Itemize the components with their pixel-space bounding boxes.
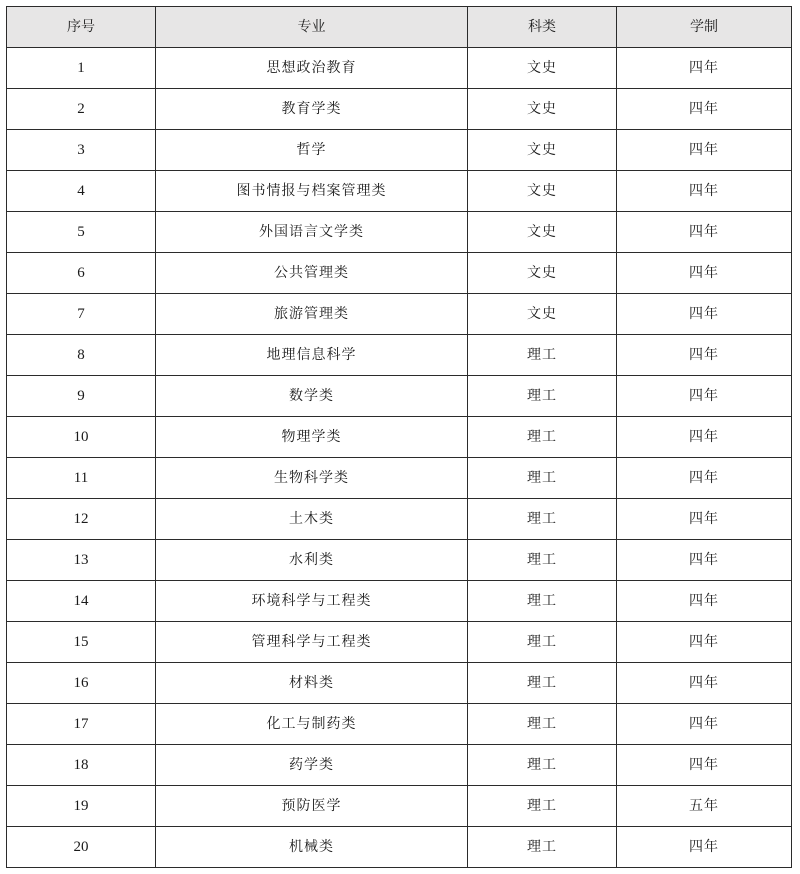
header-major: 专业 [156, 7, 468, 48]
cell-major: 思想政治教育 [156, 48, 468, 89]
cell-category: 理工 [468, 458, 617, 499]
cell-major: 土木类 [156, 499, 468, 540]
cell-index: 20 [7, 827, 156, 868]
cell-duration: 四年 [617, 499, 792, 540]
header-category: 科类 [468, 7, 617, 48]
cell-category: 理工 [468, 499, 617, 540]
table-row [7, 253, 792, 294]
cell-category: 文史 [468, 253, 617, 294]
cell-major: 化工与制药类 [156, 704, 468, 745]
cell-category: 理工 [468, 335, 617, 376]
table-row [7, 827, 792, 868]
table-row [7, 581, 792, 622]
cell-index: 9 [7, 376, 156, 417]
cell-duration: 四年 [617, 253, 792, 294]
cell-major: 药学类 [156, 745, 468, 786]
cell-duration: 四年 [617, 622, 792, 663]
majors-table [6, 6, 792, 868]
cell-duration: 四年 [617, 827, 792, 868]
cell-index: 3 [7, 130, 156, 171]
cell-index: 15 [7, 622, 156, 663]
table-row [7, 540, 792, 581]
cell-major: 地理信息科学 [156, 335, 468, 376]
cell-major: 图书情报与档案管理类 [156, 171, 468, 212]
cell-duration: 四年 [617, 171, 792, 212]
cell-index: 14 [7, 581, 156, 622]
cell-major: 外国语言文学类 [156, 212, 468, 253]
header-index: 序号 [7, 7, 156, 48]
table-header-row [7, 7, 792, 48]
cell-category: 理工 [468, 786, 617, 827]
cell-category: 文史 [468, 130, 617, 171]
cell-category: 理工 [468, 581, 617, 622]
cell-duration: 四年 [617, 745, 792, 786]
cell-index: 12 [7, 499, 156, 540]
cell-major: 数学类 [156, 376, 468, 417]
cell-duration: 四年 [617, 130, 792, 171]
cell-category: 文史 [468, 171, 617, 212]
cell-duration: 五年 [617, 786, 792, 827]
cell-category: 理工 [468, 622, 617, 663]
table-row [7, 499, 792, 540]
cell-category: 理工 [468, 540, 617, 581]
cell-index: 18 [7, 745, 156, 786]
table-row [7, 335, 792, 376]
cell-index: 17 [7, 704, 156, 745]
cell-duration: 四年 [617, 540, 792, 581]
table-row [7, 745, 792, 786]
table-row [7, 458, 792, 499]
cell-index: 6 [7, 253, 156, 294]
cell-duration: 四年 [617, 48, 792, 89]
table-row [7, 130, 792, 171]
table-row [7, 622, 792, 663]
table-row [7, 48, 792, 89]
cell-major: 公共管理类 [156, 253, 468, 294]
cell-major: 哲学 [156, 130, 468, 171]
header-duration: 学制 [617, 7, 792, 48]
cell-duration: 四年 [617, 335, 792, 376]
cell-category: 理工 [468, 827, 617, 868]
cell-index: 19 [7, 786, 156, 827]
table-row [7, 786, 792, 827]
table-row [7, 171, 792, 212]
cell-major: 生物科学类 [156, 458, 468, 499]
cell-category: 文史 [468, 212, 617, 253]
cell-duration: 四年 [617, 458, 792, 499]
cell-duration: 四年 [617, 704, 792, 745]
cell-duration: 四年 [617, 417, 792, 458]
cell-index: 13 [7, 540, 156, 581]
cell-index: 7 [7, 294, 156, 335]
cell-major: 预防医学 [156, 786, 468, 827]
cell-category: 理工 [468, 376, 617, 417]
cell-major: 管理科学与工程类 [156, 622, 468, 663]
cell-category: 理工 [468, 704, 617, 745]
cell-index: 5 [7, 212, 156, 253]
cell-major: 物理学类 [156, 417, 468, 458]
table-row [7, 294, 792, 335]
table-body [7, 48, 792, 868]
cell-duration: 四年 [617, 89, 792, 130]
cell-category: 文史 [468, 294, 617, 335]
table-row [7, 376, 792, 417]
cell-major: 环境科学与工程类 [156, 581, 468, 622]
table-row [7, 212, 792, 253]
cell-duration: 四年 [617, 376, 792, 417]
cell-duration: 四年 [617, 294, 792, 335]
cell-major: 旅游管理类 [156, 294, 468, 335]
table-row [7, 663, 792, 704]
cell-major: 材料类 [156, 663, 468, 704]
table-row [7, 89, 792, 130]
cell-duration: 四年 [617, 663, 792, 704]
cell-major: 教育学类 [156, 89, 468, 130]
cell-index: 2 [7, 89, 156, 130]
cell-index: 16 [7, 663, 156, 704]
cell-category: 理工 [468, 417, 617, 458]
cell-major: 水利类 [156, 540, 468, 581]
cell-index: 1 [7, 48, 156, 89]
cell-category: 文史 [468, 48, 617, 89]
cell-major: 机械类 [156, 827, 468, 868]
cell-index: 10 [7, 417, 156, 458]
cell-category: 文史 [468, 89, 617, 130]
cell-duration: 四年 [617, 581, 792, 622]
table-row [7, 704, 792, 745]
cell-index: 4 [7, 171, 156, 212]
cell-index: 8 [7, 335, 156, 376]
cell-category: 理工 [468, 745, 617, 786]
table-row [7, 417, 792, 458]
cell-category: 理工 [468, 663, 617, 704]
cell-duration: 四年 [617, 212, 792, 253]
cell-index: 11 [7, 458, 156, 499]
